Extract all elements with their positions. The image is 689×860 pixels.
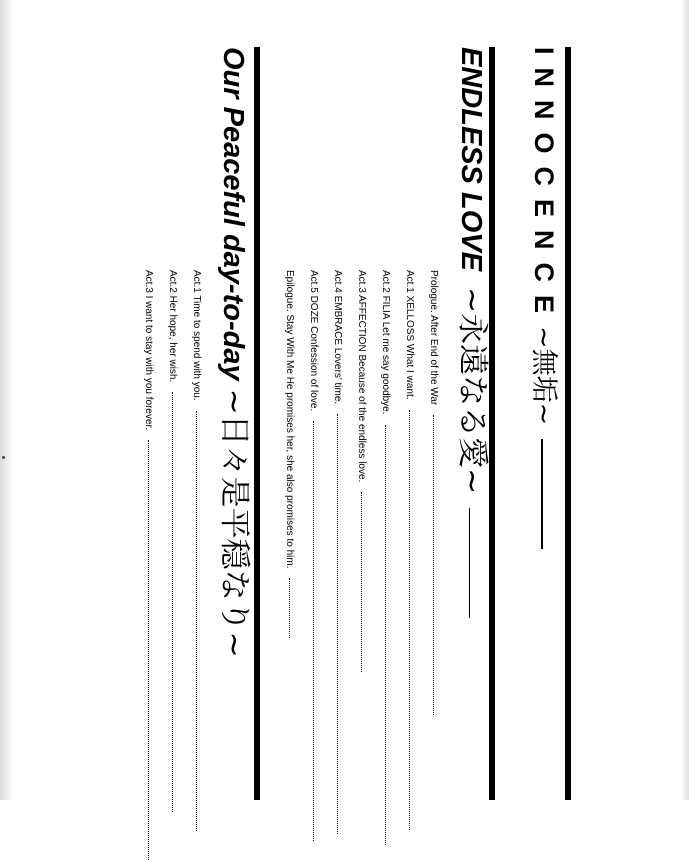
toc-leader <box>385 425 387 845</box>
toc-item-epilogue <box>282 270 296 638</box>
toc-text: Act.1 Time to spend with you. <box>191 270 202 401</box>
title-en-innocence: INNOCENCE <box>529 47 559 327</box>
title-rule-endless-love <box>469 508 471 618</box>
section-title-innocence <box>527 47 560 549</box>
toc-leader <box>196 411 198 831</box>
toc-item-prologue <box>426 270 440 715</box>
title-jp-innocence: ~無垢~ <box>528 326 559 426</box>
toc-item-act1 <box>402 270 416 830</box>
toc-text: Act.4 EMBRACE Lovers' time. <box>332 270 343 405</box>
toc-text: Act.1 XELLOSS What I want. <box>404 270 415 400</box>
toc-leader <box>361 492 363 672</box>
section-bar-peaceful <box>254 47 260 800</box>
toc-item-act5 <box>306 270 320 841</box>
toc-leader <box>148 440 150 860</box>
toc-text: Act.2 Her hope, her wish. <box>167 270 178 383</box>
toc-text: Act.3 I want to stay with you forever. <box>143 270 154 431</box>
toc-text: Prologue. After End of the War <box>428 270 439 406</box>
page-speck <box>2 456 5 459</box>
toc-text: Epilogue. Stay With Me He promises her, she also promises to him. <box>284 270 295 569</box>
toc-item-peaceful-act2 <box>165 270 179 812</box>
title-en-endless-love: ENDLESS LOVE <box>455 47 487 271</box>
page-edge-shadow-right <box>681 0 689 800</box>
toc-item-peaceful-act1 <box>189 270 203 831</box>
title-rule-innocence <box>541 439 543 549</box>
toc-item-act4 <box>330 270 344 834</box>
toc-leader <box>337 414 339 834</box>
section-bar-innocence <box>565 47 571 800</box>
toc-text: Act.5 DOZE Confession of love. <box>308 270 319 412</box>
toc-leader <box>313 421 315 841</box>
toc-leader <box>172 392 174 812</box>
title-jp-peaceful: ~日々是平穏なり~ <box>216 388 252 658</box>
section-title-peaceful <box>215 47 252 658</box>
section-title-endless-love <box>454 47 489 618</box>
toc-leader <box>289 578 291 638</box>
toc-leader <box>433 415 435 715</box>
page-edge-shadow-left <box>0 0 14 800</box>
toc-leader <box>409 410 411 830</box>
toc-text: Act.2 FILIA Let me say goodbye. <box>380 270 391 415</box>
toc-item-peaceful-act3 <box>141 270 155 860</box>
toc-item-act3 <box>354 270 368 672</box>
toc-text: Act.3 AFFECTION Because of the endless love. <box>356 270 367 483</box>
title-en-peaceful: Our Peaceful day-to-day <box>217 47 249 381</box>
toc-item-act2 <box>378 270 392 845</box>
title-jp-endless-love: ~永遠なる愛~ <box>454 287 490 495</box>
